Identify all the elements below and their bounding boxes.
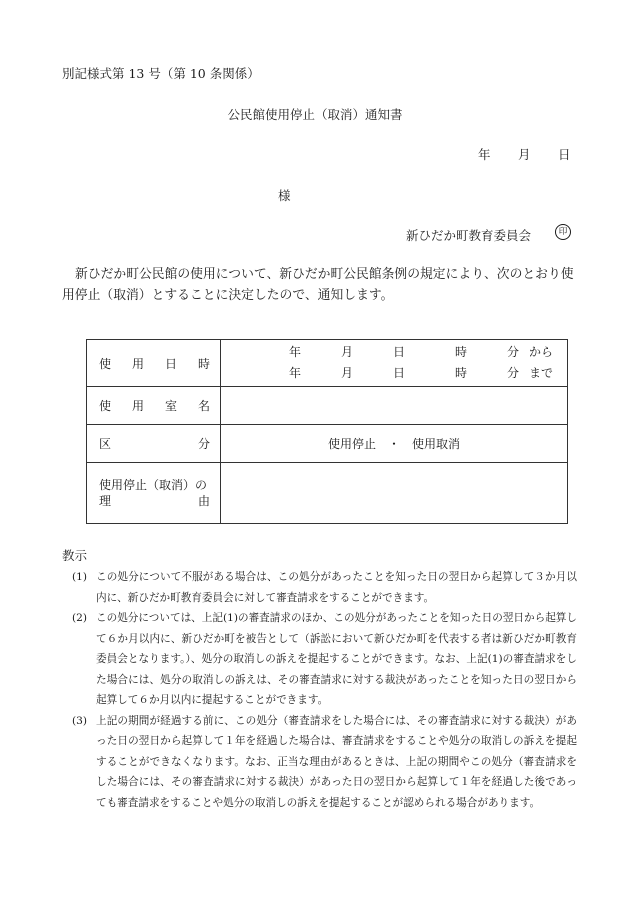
seal-icon: 印	[555, 224, 571, 240]
issuer: 新ひだか町教育委員会	[406, 228, 532, 243]
datetime-to	[221, 363, 567, 384]
dt-minute: 分	[507, 366, 520, 380]
dt-suffix: まで	[529, 366, 554, 380]
dt-suffix: から	[529, 345, 554, 359]
item-number: (1)	[72, 571, 88, 583]
dt-month: 月	[341, 366, 354, 380]
datetime-from	[221, 342, 567, 363]
value-reason[interactable]	[221, 463, 568, 524]
label-char: 時	[197, 356, 210, 371]
label-char: 用	[131, 356, 144, 371]
label-char: 理	[99, 494, 112, 508]
list-item	[72, 608, 577, 711]
document-title: 公民館使用停止（取消）通知書	[227, 107, 403, 122]
usage-table	[86, 339, 568, 524]
dt-month: 月	[341, 345, 354, 359]
value-category[interactable]: 使用停止 ・ 使用取消	[221, 425, 568, 463]
list-item	[72, 567, 577, 608]
form-reference: 別記様式第 13 号（第 10 条関係）	[62, 66, 260, 81]
dt-hour: 時	[455, 345, 468, 359]
item-text: 上記の期間が経過する前に、この処分（審査請求をした場合には、その審査請求に対する裁決）があった日の翌日から起算して１年を経過した場合は、審査請求をすることや処分の取消しの訴えを提起することができなくなります。なお、正当な理由があるときは、上記の期間やこの処分（審査請求をした場合には、その審査請求に対する裁決）があった日の翌日から起算して１年を経過した後であっても審査請求をすることや処分の取消しの訴えを提起することが認められる場合があります。	[96, 714, 577, 809]
date-month: 月	[518, 147, 531, 162]
table-row-room	[87, 387, 568, 425]
label-char: 使	[99, 356, 112, 371]
dt-day: 日	[393, 345, 406, 359]
table-row-reason	[87, 463, 568, 524]
label-char: 用	[131, 399, 144, 413]
label-reason-line1: 使用停止（取消）の	[99, 478, 208, 492]
dt-minute: 分	[507, 345, 520, 359]
table-row-category	[87, 425, 568, 463]
label-room-name	[87, 387, 221, 425]
addressee: 様	[278, 188, 291, 203]
item-number: (2)	[72, 612, 88, 624]
table-row-datetime	[87, 340, 568, 387]
value-room-name[interactable]	[221, 387, 568, 425]
item-text: この処分について不服がある場合は、この処分があったことを知った日の翌日から起算して３か月以内に、新ひだか町教育委員会に対して審査請求をすることができます。	[96, 571, 577, 604]
list-item	[72, 711, 577, 814]
item-number: (3)	[72, 714, 88, 727]
label-char: 日	[164, 356, 177, 371]
dt-year: 年	[289, 345, 302, 359]
instructions-list	[72, 567, 577, 813]
notice-body: 新ひだか町公民館の使用について、新ひだか町公民館条例の規定により、次のとおり使用停止（取消）とすることに決定したので、通知します。	[62, 267, 574, 303]
label-category	[87, 425, 221, 463]
date-day: 日	[558, 147, 571, 162]
date-year: 年	[478, 147, 491, 162]
date-line	[478, 145, 571, 163]
dt-year: 年	[289, 366, 302, 380]
label-char: 区	[99, 437, 112, 451]
item-text: この処分については、上記(1)の審査請求のほか、この処分があったことを知った日の翌日から起算して６か月以内に、新ひだか町を被告として（訴訟において新ひだか町を代表する者は新ひだか町教育委員会となります。）、処分の取消しの訴えを提起することができます。なお、上記(1)の審査請求をした場合には、処分の取消しの訴えは、その審査請求に対する裁決があったことを知った日の翌日から起算して６か月以内に提起することができます。	[96, 612, 577, 706]
instructions-heading: 教示	[62, 548, 88, 563]
value-usage-datetime[interactable]	[221, 340, 568, 387]
dt-hour: 時	[455, 366, 468, 380]
label-char: 由	[197, 494, 210, 508]
label-char: 室	[164, 399, 177, 413]
label-usage-datetime	[87, 340, 221, 387]
label-reason	[87, 463, 221, 524]
dt-day: 日	[393, 366, 406, 380]
label-char: 使	[99, 399, 112, 413]
label-char: 分	[197, 437, 210, 451]
label-char: 名	[197, 399, 210, 413]
